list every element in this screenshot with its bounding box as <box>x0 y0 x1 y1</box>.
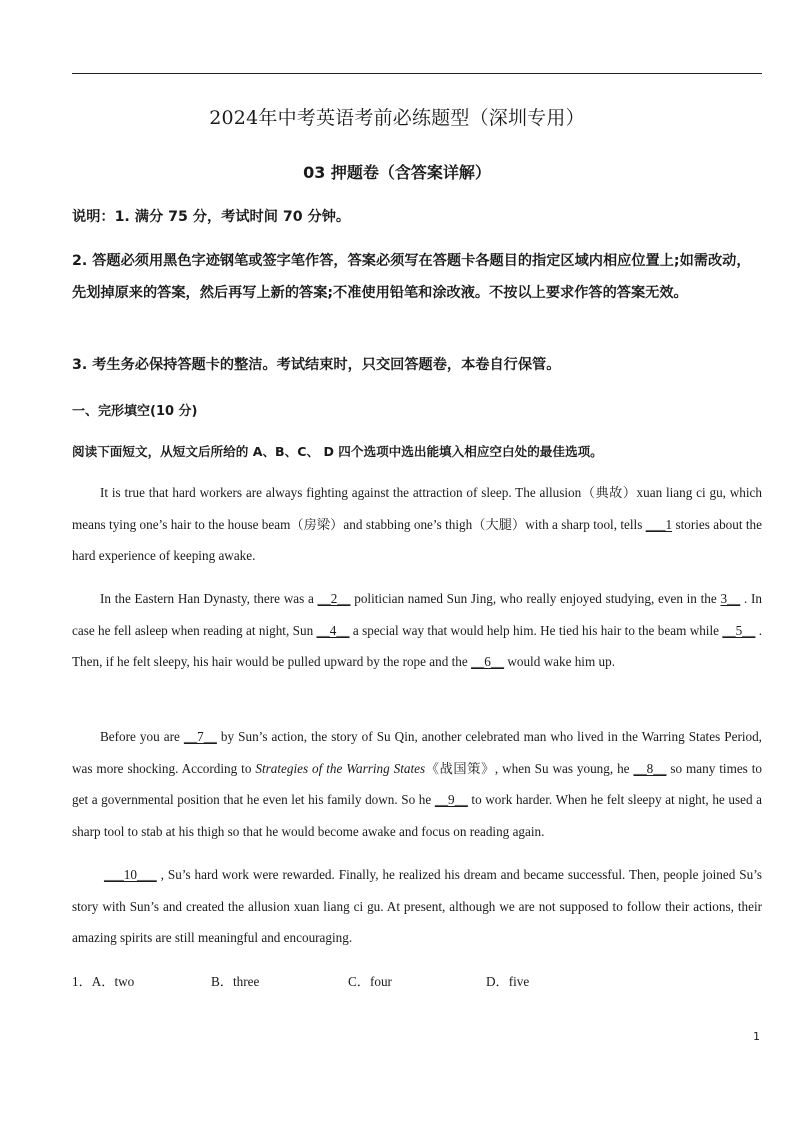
question-1-option-c[interactable]: C．four <box>348 974 392 989</box>
blank-1: ___1 <box>645 516 673 532</box>
blank-2: __2__ <box>317 591 351 606</box>
section-heading: 一、完形填空(10 分) <box>72 404 198 419</box>
p2-text-e: a special way that would help him. He tied his hair to the beam while <box>349 622 723 638</box>
instruction: 阅读下面短文，从短文后所给的 A、B、C、 D 四个选项中选出能填入相应空白处的最佳选项。 <box>72 444 603 459</box>
p1-text-a: It is true that hard workers are always fighting against the attraction of sleep. The allusion（典故）xuan liang ci gu, which means tying one’s hair to the house beam（房梁）and stabbing one’s thigh（大腿）with a sharp tool, tells <box>72 485 762 532</box>
p2-text-a: In the Eastern Han Dynasty, there was a <box>100 591 318 606</box>
passage-paragraph-4 <box>72 859 762 954</box>
header-rule <box>72 73 762 74</box>
p1-text-c: stories about the hard experience of keeping awake. <box>72 516 762 564</box>
note-3: 3. 考生务必保持答题卡的整洁。考试结束时，只交回答题卷，本卷自行保管。 <box>72 357 561 373</box>
passage-paragraph-3 <box>72 721 762 847</box>
passage-paragraph-1 <box>72 477 762 572</box>
note-2: 2. 答题必须用黑色字迹钢笔或签字笔作答，答案必须写在答题卡各题目的指定区域内相应位置上;如需改动，先划掉原来的答案，然后再写上新的答案;不准使用铅笔和涂改液。不按以上要求作答的答案无效。 <box>72 253 751 301</box>
p3-text-a: Before you are <box>100 729 184 744</box>
blank-4: __4__ <box>316 622 350 638</box>
note-1: 说明：1. 满分 75 分，考试时间 70 分钟。 <box>72 209 351 225</box>
question-1-option-d[interactable]: D．five <box>486 974 530 989</box>
p4-text-a: , Su’s hard work were rewarded. Finally, he realized his dream and became successful. Then, people joined Su’s story with Sun’s and created the allusion xuan liang ci gu. At present, although we are not supposed to follow their actions, their amazing spirits are still meaningful and encouraging. <box>72 867 762 946</box>
blank-6: __6__ <box>471 654 505 670</box>
p2-text-g: would wake him up. <box>504 654 616 670</box>
p2-text-d: . In case he fell asleep when reading at night, Sun <box>72 591 762 638</box>
blank-9: __9__ <box>434 792 468 808</box>
book-title: Strategies of the Warring States <box>255 760 426 776</box>
p2-text-c: politician named Sun Jing, who really enjoyed studying, even in the <box>350 591 721 606</box>
passage-paragraph-2 <box>72 583 762 678</box>
p3-text-c: by Sun’s action, the story of Su Qin, another celebrated man who lived in the Warring States Period, was more shocking. According to <box>72 729 762 776</box>
question-1-option-a[interactable]: 1．A．two <box>72 974 135 989</box>
blank-7: __7__ <box>183 729 217 744</box>
question-1-option-b[interactable]: B．three <box>211 974 260 989</box>
page-number: 1 <box>753 1030 760 1043</box>
blank-8: __8__ <box>633 760 667 776</box>
blank-5: __5__ <box>722 622 756 638</box>
p3-text-d: 《战国策》, when Su was young, he <box>425 760 634 776</box>
p2-text-f: . Then, if he felt sleepy, his hair would be pulled upward by the rope and the <box>72 622 763 670</box>
document-subtitle: 03 押题卷（含答案详解） <box>303 163 491 182</box>
p3-text-f: to work harder. When he felt sleepy at night, he used a sharp tool to stab at his thigh so that he would become awake and focus on reading again. <box>72 792 762 839</box>
blank-3: 3__ <box>720 591 741 606</box>
p3-text-e: so many times to get a governmental position that he even let his family down. So he <box>72 760 762 808</box>
document-title: 2024年中考英语考前必练题型（深圳专用） <box>209 107 585 129</box>
blank-10: ___10___ <box>104 867 157 882</box>
